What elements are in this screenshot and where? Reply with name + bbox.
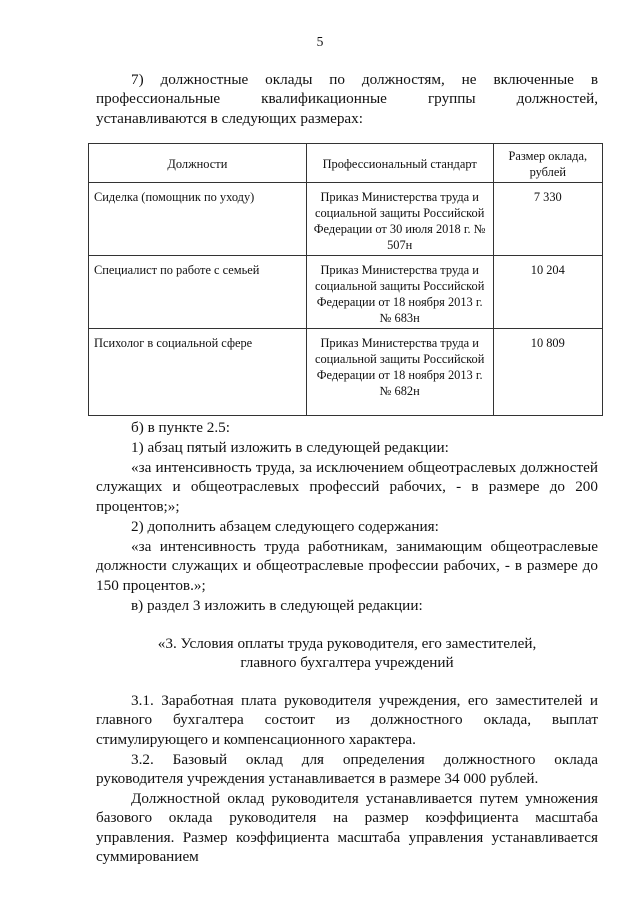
cell-standard: Приказ Министерства труда и социальной защиты Российской Федерации от 30 июля 2018 г. № 507н bbox=[306, 183, 493, 256]
paragraph-3-1: 3.1. Заработная плата руководителя учреждения, его заместителей и главного бухгалтера состоит из должностного оклада, выплат стимулирующего и компенсационного характера. bbox=[96, 692, 598, 748]
table-header-standard: Профессиональный стандарт bbox=[306, 144, 493, 183]
table-row bbox=[89, 329, 603, 416]
paragraph-quote-2: «за интенсивность труда работникам, занимающим общеотраслевые должности служащих и общеотраслевые профессии рабочих, - в размере до 150 процентов.»; bbox=[96, 538, 598, 594]
cell-position: Сиделка (помощник по уходу) bbox=[89, 183, 307, 256]
paragraph-1: 1) абзац пятый изложить в следующей редакции: bbox=[131, 439, 449, 456]
cell-salary: 10 204 bbox=[493, 256, 602, 329]
table-header-position: Должности bbox=[89, 144, 307, 183]
cell-position: Специалист по работе с семьей bbox=[89, 256, 307, 329]
paragraph-v: в) раздел 3 изложить в следующей редакции: bbox=[131, 597, 423, 614]
salary-table bbox=[88, 143, 603, 416]
table-row bbox=[89, 256, 603, 329]
paragraph-3-2: 3.2. Базовый оклад для определения должностного оклада руководителя учреждения устанавливается в размере 34 000 рублей. bbox=[96, 751, 598, 788]
paragraph-2: 2) дополнить абзацем следующего содержания: bbox=[131, 518, 439, 535]
cell-position: Психолог в социальной сфере bbox=[89, 329, 307, 416]
paragraph-b: б) в пункте 2.5: bbox=[131, 419, 230, 436]
section-heading-line-1: «3. Условия оплаты труда руководителя, его заместителей, bbox=[157, 635, 537, 652]
cell-salary: 10 809 bbox=[493, 329, 602, 416]
table-row bbox=[89, 183, 603, 256]
table-header-row bbox=[89, 144, 603, 183]
cell-standard: Приказ Министерства труда и социальной защиты Российской Федерации от 18 ноября 2013 г. № 682н bbox=[306, 329, 493, 416]
section-heading-line-2: главного бухгалтера учреждений bbox=[240, 654, 454, 671]
table-header-salary: Размер оклада, рублей bbox=[493, 144, 602, 183]
page-number: 5 bbox=[316, 34, 324, 49]
intro-paragraph: 7) должностные оклады по должностям, не включенные в профессиональные квалификационные группы должностей, устанавливаются в следующих размерах: bbox=[96, 71, 598, 127]
cell-standard: Приказ Министерства труда и социальной защиты Российской Федерации от 18 ноября 2013 г. № 683н bbox=[306, 256, 493, 329]
paragraph-last: Должностной оклад руководителя устанавливается путем умножения базового оклада руководителя на размер коэффициента масштаба управления. Размер коэффициента масштаба управления устанавливается суммированием bbox=[96, 790, 598, 865]
paragraph-quote-1: «за интенсивность труда, за исключением общеотраслевых должностей служащих и общеотраслевых профессий рабочих, - в размере до 200 процентов;»; bbox=[96, 459, 598, 515]
cell-salary: 7 330 bbox=[493, 183, 602, 256]
